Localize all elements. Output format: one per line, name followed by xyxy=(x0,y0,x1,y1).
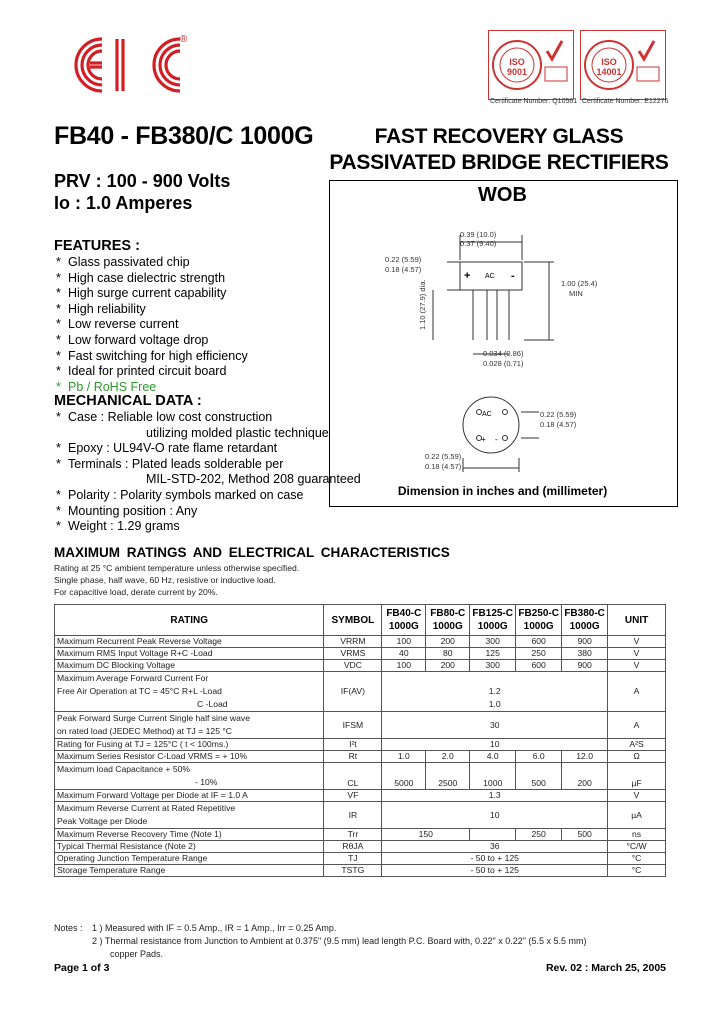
mech-case-cont: utilizing molded plastic technique xyxy=(146,425,329,440)
pin-ac: AC xyxy=(485,273,495,280)
row-unit: A²S xyxy=(608,739,666,751)
table-row xyxy=(55,672,666,712)
cell: 200 xyxy=(426,636,470,648)
cell: 36 xyxy=(382,841,608,853)
row-symbol: CL xyxy=(324,763,382,790)
cell: 500 xyxy=(516,763,562,790)
col-fb250-a: FB250-C xyxy=(518,608,559,619)
dim-circ-b2: 0.18 (4.57) xyxy=(425,462,462,471)
row-unit: V xyxy=(608,660,666,672)
row-unit: °C/W xyxy=(608,841,666,853)
mech-polarity: * Polarity : Polarity symbols marked on case xyxy=(56,488,361,504)
features-heading: FEATURES : xyxy=(54,238,140,254)
cell: 1000 xyxy=(470,763,516,790)
cell: 500 xyxy=(562,829,608,841)
revision: Rev. 02 : March 25, 2005 xyxy=(545,962,666,974)
row-symbol: Trr xyxy=(324,829,382,841)
cell: - 50 to + 125 xyxy=(382,865,608,877)
prv-io-block xyxy=(54,170,230,214)
bottom-plus: + xyxy=(481,435,486,444)
row-unit: A xyxy=(608,672,666,712)
row-label-l1: Maximum load Capacitance + 50% xyxy=(57,764,191,774)
registered-mark: ® xyxy=(180,34,188,45)
table-row xyxy=(55,712,666,739)
col-fb125-b: 1000G xyxy=(477,621,508,632)
feature-item: * Low forward voltage drop xyxy=(56,333,248,349)
col-symbol: SYMBOL xyxy=(324,605,382,636)
table-row xyxy=(55,841,666,853)
row-symbol: RθJA xyxy=(324,841,382,853)
cell: 12.0 xyxy=(562,751,608,763)
row-label xyxy=(55,763,324,790)
row-label: Maximum Reverse Recovery Time (Note 1) xyxy=(55,829,324,841)
col-fb40-b: 1000G xyxy=(388,621,419,632)
table-row xyxy=(55,829,666,841)
condition-2: Single phase, half wave, 60 Hz, resistive or inductive load. xyxy=(54,575,276,585)
cell: 5000 xyxy=(382,763,426,790)
row-symbol: IFSM xyxy=(324,712,382,739)
row-unit: µF xyxy=(608,763,666,790)
dim-lead1: 0.034 (0.86) xyxy=(483,349,524,358)
package-name: WOB xyxy=(478,184,527,206)
mech-mounting: * Mounting position : Any xyxy=(56,504,361,520)
col-fb125-a: FB125-C xyxy=(472,608,513,619)
feature-item: * Low reverse current xyxy=(56,317,248,333)
feature-item: * Ideal for printed circuit board xyxy=(56,364,248,380)
row-symbol: VRRM xyxy=(324,636,382,648)
condition-1: Rating at 25 °C ambient temperature unless otherwise specified. xyxy=(54,563,300,573)
row-symbol: Rt xyxy=(324,751,382,763)
cell xyxy=(382,672,608,712)
row-label-l2: - 10% xyxy=(195,777,218,787)
cell: 300 xyxy=(470,636,516,648)
mechanical-heading: MECHANICAL DATA : xyxy=(54,393,202,409)
ratings-conditions xyxy=(54,562,299,598)
condition-3: For capacitive load, derate current by 20%. xyxy=(54,587,218,597)
table-row xyxy=(55,739,666,751)
dim-left2: 0.18 (4.57) xyxy=(385,265,422,274)
row-symbol: I²t xyxy=(324,739,382,751)
note-2: 2 ) Thermal resistance from Junction to Ambient at 0.375" (9.5 mm) lead length P.C. Board with, 0.22" x 0.22" (5.5 x 5.5 mm) xyxy=(92,936,587,946)
dim-circ-b1: 0.22 (5.59) xyxy=(425,452,462,461)
notes-block xyxy=(54,922,586,961)
row-label-l1: Peak Forward Surge Current Single half sine wave xyxy=(57,713,250,723)
cell: 4.0 xyxy=(470,751,516,763)
row-symbol: TJ xyxy=(324,853,382,865)
col-rating: RATING xyxy=(55,605,324,636)
row-unit: V xyxy=(608,790,666,802)
row-label-l1: Maximum Reverse Current at Rated Repetitive xyxy=(57,803,236,813)
cell: 300 xyxy=(470,660,516,672)
col-fb250 xyxy=(516,605,562,636)
row-label xyxy=(55,712,324,739)
mech-epoxy: * Epoxy : UL94V-O rate flame retardant xyxy=(56,441,361,457)
cell: 6.0 xyxy=(516,751,562,763)
feature-item: * Fast switching for high efficiency xyxy=(56,349,248,365)
dimension-caption: Dimension in inches and (millimeter) xyxy=(397,484,608,498)
ratings-heading: MAXIMUM RATINGS AND ELECTRICAL CHARACTERISTICS xyxy=(54,545,450,560)
prv-text: PRV : 100 - 900 Volts xyxy=(54,171,231,191)
dim-circ-r1: 0.22 (5.59) xyxy=(540,410,577,419)
row-symbol: TSTG xyxy=(324,865,382,877)
cell-empty xyxy=(470,829,516,841)
cell: 30 xyxy=(382,712,608,739)
row-label: Maximum Forward Voltage per Diode at IF = 1.0 A xyxy=(55,790,324,802)
row-unit: V xyxy=(608,648,666,660)
col-unit: UNIT xyxy=(608,605,666,636)
cell: 900 xyxy=(562,660,608,672)
feature-item: * Glass passivated chip xyxy=(56,255,248,271)
row-symbol: IR xyxy=(324,802,382,829)
cert1-number: Certificate Number: Q10561 xyxy=(490,98,578,105)
row-label: Typical Thermal Resistance (Note 2) xyxy=(55,841,324,853)
row-label: Maximum Recurrent Peak Reverse Voltage xyxy=(55,636,324,648)
row-unit: A xyxy=(608,712,666,739)
row-label-l1: Maximum Average Forward Current For xyxy=(57,673,209,683)
table-row xyxy=(55,636,666,648)
table-row xyxy=(55,763,666,790)
io-text: Io : 1.0 Amperes xyxy=(54,193,193,213)
iso14001-label: ISO 14001 xyxy=(596,57,622,77)
row-label-l2: Peak Voltage per Diode xyxy=(57,816,148,826)
cell: 200 xyxy=(562,763,608,790)
mechanical-list xyxy=(56,410,361,535)
cell: 2.0 xyxy=(426,751,470,763)
table-row xyxy=(55,751,666,763)
cell-v2: 1.0 xyxy=(488,699,501,709)
table-row xyxy=(55,790,666,802)
dim-right2: MIN xyxy=(569,289,583,298)
cert2-number: Certificate Number: E12276 xyxy=(582,98,669,105)
row-unit: µA xyxy=(608,802,666,829)
col-fb80 xyxy=(426,605,470,636)
feature-item-rohs: * Pb / RoHS Free xyxy=(56,380,248,396)
features-list xyxy=(56,255,248,395)
row-unit: V xyxy=(608,636,666,648)
cell: 80 xyxy=(426,648,470,660)
feature-item: * High case dielectric strength xyxy=(56,271,248,287)
mech-terminals: * Terminals : Plated leads solderable per xyxy=(56,457,361,473)
cell: 900 xyxy=(562,636,608,648)
cell: 10 xyxy=(382,739,608,751)
cell: 125 xyxy=(470,648,516,660)
col-fb380 xyxy=(562,605,608,636)
cell-v1: 1.2 xyxy=(488,686,501,696)
cell: 40 xyxy=(382,648,426,660)
row-label-l2: Free Air Operation at TC = 45°C R+L -Load xyxy=(57,686,222,696)
row-label xyxy=(55,802,324,829)
pin-minus: - xyxy=(511,270,515,282)
col-fb40 xyxy=(382,605,426,636)
cell: 100 xyxy=(382,636,426,648)
dim-right1: 1.00 (25.4) xyxy=(561,279,598,288)
mech-case: * Case : Reliable low cost construction xyxy=(56,410,361,426)
col-fb80-b: 1000G xyxy=(432,621,463,632)
row-label: Operating Junction Temperature Range xyxy=(55,853,324,865)
table-row xyxy=(55,865,666,877)
cell: 1.0 xyxy=(382,751,426,763)
row-symbol: VDC xyxy=(324,660,382,672)
cell: 200 xyxy=(426,660,470,672)
note-1: 1 ) Measured with IF = 0.5 Amp., IR = 1 Amp., Irr = 0.25 Amp. xyxy=(92,923,337,933)
ratings-table xyxy=(54,604,666,877)
table-header-row xyxy=(55,605,666,636)
mech-terminals-cont: MIL-STD-202, Method 208 guaranteed xyxy=(146,472,361,487)
col-fb250-b: 1000G xyxy=(523,621,554,632)
iso14001-badge xyxy=(580,30,666,100)
table-row xyxy=(55,648,666,660)
cell: 2500 xyxy=(426,763,470,790)
desc-line-1: FAST RECOVERY GLASS xyxy=(374,125,624,148)
package-drawing xyxy=(329,180,676,480)
product-description xyxy=(318,124,680,176)
row-label: Rating for Fusing at TJ = 125°C ( t < 100ms.) xyxy=(55,739,324,751)
bottom-ac: AC xyxy=(482,411,492,418)
dim-lead2: 0.028 (0.71) xyxy=(483,359,524,368)
row-label: Maximum Series Resistor C-Load VRMS = + 10% xyxy=(55,751,324,763)
row-label: Maximum RMS Input Voltage R+C -Load xyxy=(55,648,324,660)
iso9001-label: ISO 9001 xyxy=(506,57,528,77)
notes-label: Notes : xyxy=(54,923,83,933)
feature-item: * High surge current capability xyxy=(56,286,248,302)
page-number: Page 1 of 3 xyxy=(54,962,110,974)
row-unit: °C xyxy=(608,853,666,865)
col-fb125 xyxy=(470,605,516,636)
row-unit: Ω xyxy=(608,751,666,763)
cell: 1.3 xyxy=(382,790,608,802)
bottom-minus: - xyxy=(495,435,498,444)
row-symbol: VF xyxy=(324,790,382,802)
dim-circ-r2: 0.18 (4.57) xyxy=(540,420,577,429)
note-2-cont: copper Pads. xyxy=(110,949,164,959)
dim-left1: 0.22 (5.59) xyxy=(385,255,422,264)
cell: 600 xyxy=(516,660,562,672)
eic-logo xyxy=(62,30,192,100)
cell: 250 xyxy=(516,648,562,660)
cell: 100 xyxy=(382,660,426,672)
cell: - 50 to + 125 xyxy=(382,853,608,865)
col-fb80-a: FB80-C xyxy=(430,608,466,619)
pin-plus: + xyxy=(464,270,471,282)
desc-line-2: PASSIVATED BRIDGE RECTIFIERS xyxy=(329,151,669,174)
dim-vert: 1.10 (27.9) dia. xyxy=(418,279,427,330)
feature-item: * High reliability xyxy=(56,302,248,318)
row-unit: ns xyxy=(608,829,666,841)
table-row xyxy=(55,853,666,865)
row-label-l3: C -Load xyxy=(197,699,228,709)
cell: 250 xyxy=(516,829,562,841)
iso9001-badge xyxy=(488,30,574,100)
row-label: Maximum DC Blocking Voltage xyxy=(55,660,324,672)
col-fb40-a: FB40-C xyxy=(386,608,422,619)
dim-top1: 0.39 (10.0) xyxy=(460,230,497,239)
cell: 380 xyxy=(562,648,608,660)
cell: 600 xyxy=(516,636,562,648)
cell: 10 xyxy=(382,802,608,829)
dim-top2: 0.37 (9.40) xyxy=(460,239,497,248)
row-label xyxy=(55,672,324,712)
row-label: Storage Temperature Range xyxy=(55,865,324,877)
row-symbol: IF(AV) xyxy=(324,672,382,712)
cell: 150 xyxy=(382,829,470,841)
col-fb380-a: FB380-C xyxy=(564,608,605,619)
mech-weight: * Weight : 1.29 grams xyxy=(56,519,361,535)
col-fb380-b: 1000G xyxy=(569,621,600,632)
table-row xyxy=(55,802,666,829)
row-symbol: VRMS xyxy=(324,648,382,660)
row-label-l2: on rated load (JEDEC Method) at TJ = 125 °C xyxy=(57,726,233,736)
row-unit: °C xyxy=(608,865,666,877)
table-row xyxy=(55,660,666,672)
model-title: FB40 - FB380/C 1000G xyxy=(54,122,314,150)
